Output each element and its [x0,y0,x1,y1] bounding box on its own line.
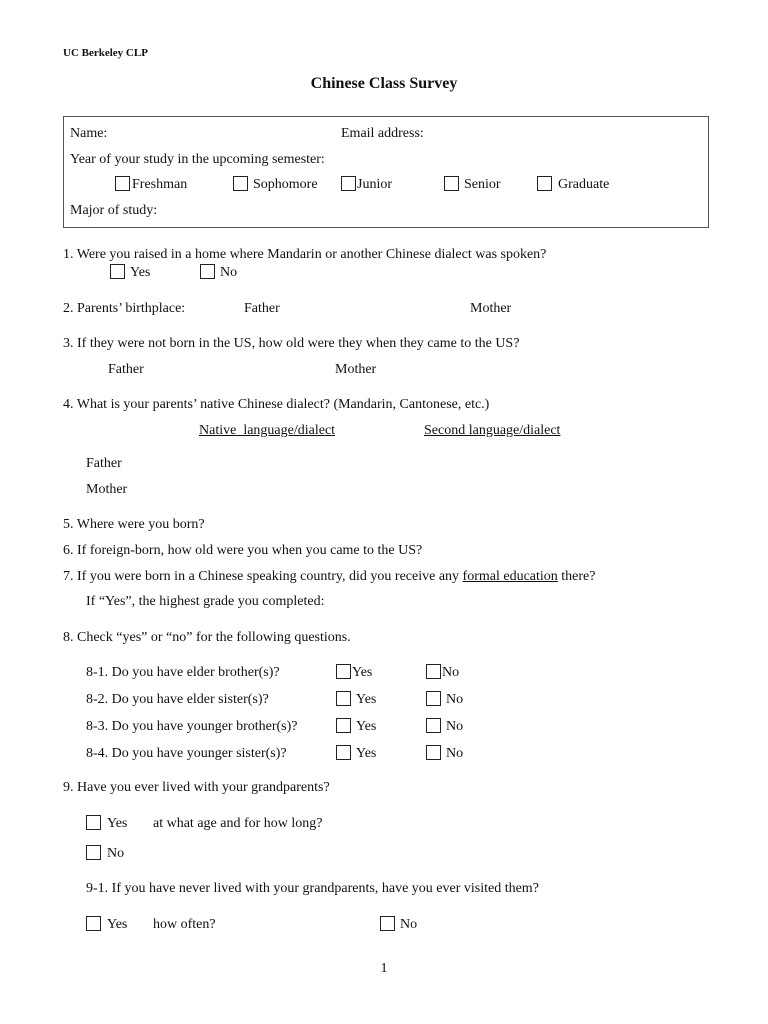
q4-father-label: Father [86,456,122,471]
q8-4-label: 8-4. Do you have younger sister(s)? [86,746,287,761]
q9-1-yes-checkbox[interactable] [86,916,101,931]
q8-1-no-label: No [442,665,460,680]
q1-yes-label: Yes [130,265,151,280]
q6-text: 6. If foreign-born, how old were you when you came to the US? [63,543,423,558]
q4-text: 4. What is your parents’ native Chinese dialect? (Mandarin, Cantonese, etc.) [63,397,490,412]
freshman-checkbox[interactable] [115,176,130,191]
q1-no-label: No [220,265,238,280]
q9-yes-followup: at what age and for how long? [153,816,323,831]
senior-checkbox[interactable] [444,176,459,191]
q8-1-yes-label: Yes [352,665,373,680]
q5-text: 5. Where were you born? [63,517,205,532]
q9-text: 9. Have you ever lived with your grandparents? [63,780,330,795]
q3-mother-label: Mother [335,362,377,377]
org-header: UC Berkeley CLP [63,47,148,59]
q8-4-yes-checkbox[interactable] [336,745,351,760]
q8-1-label: 8-1. Do you have elder brother(s)? [86,665,280,680]
q3-text: 3. If they were not born in the US, how old were they when they came to the US? [63,336,520,351]
sophomore-checkbox[interactable] [233,176,248,191]
senior-label: Senior [464,177,501,192]
q4-native-column-heading: Native language/dialect [199,423,336,438]
q9-yes-label: Yes [107,816,128,831]
q9-1-no-label: No [400,917,418,932]
graduate-label: Graduate [558,177,610,192]
q8-3-no-label: No [446,719,464,734]
sophomore-label: Sophomore [253,177,318,192]
q1-text: 1. Were you raised in a home where Mandarin or another Chinese dialect was spoken? [63,247,547,262]
q9-yes-checkbox[interactable] [86,815,101,830]
q8-3-label: 8-3. Do you have younger brother(s)? [86,719,298,734]
junior-label: Junior [357,177,392,192]
q2-text: 2. Parents’ birthplace: [63,301,186,316]
q3-father-label: Father [108,362,144,377]
q8-4-no-label: No [446,746,464,761]
q7-formal-education: formal education [462,569,558,584]
q8-3-yes-checkbox[interactable] [336,718,351,733]
q8-1-yes-checkbox[interactable] [336,664,351,679]
q7-text-after: there? [557,569,596,584]
q8-2-yes-checkbox[interactable] [336,691,351,706]
q8-2-no-label: No [446,692,464,707]
q8-2-label: 8-2. Do you have elder sister(s)? [86,692,269,707]
q9-no-label: No [107,846,125,861]
q8-3-no-checkbox[interactable] [426,718,441,733]
q7-sub-text: If “Yes”, the highest grade you completed: [86,594,325,609]
q2-mother-label: Mother [470,301,512,316]
year-label: Year of your study in the upcoming semester: [70,152,325,167]
q9-no-checkbox[interactable] [86,845,101,860]
major-label: Major of study: [70,203,158,218]
q1-no-checkbox[interactable] [200,264,215,279]
q8-text: 8. Check “yes” or “no” for the following questions. [63,630,351,645]
q8-2-no-checkbox[interactable] [426,691,441,706]
page-title: Chinese Class Survey [310,75,458,92]
q8-4-no-checkbox[interactable] [426,745,441,760]
junior-checkbox[interactable] [341,176,356,191]
q9-1-yes-followup: how often? [153,917,216,932]
email-label: Email address: [341,126,424,141]
q8-2-yes-label: Yes [356,692,377,707]
q2-father-label: Father [244,301,280,316]
q8-1-no-checkbox[interactable] [426,664,441,679]
q7-text-before: 7. If you were born in a Chinese speaking country, did you receive any [63,569,463,584]
name-label: Name: [70,126,108,141]
q7-text [63,569,595,585]
q8-3-yes-label: Yes [356,719,377,734]
page-number: 1 [380,961,388,976]
q9-1-text: 9-1. If you have never lived with your grandparents, have you ever visited them? [86,881,539,896]
q4-second-column-heading: Second language/dialect [424,423,561,438]
q4-mother-label: Mother [86,482,128,497]
q9-1-no-checkbox[interactable] [380,916,395,931]
q8-4-yes-label: Yes [356,746,377,761]
q1-yes-checkbox[interactable] [110,264,125,279]
q9-1-yes-label: Yes [107,917,128,932]
graduate-checkbox[interactable] [537,176,552,191]
freshman-label: Freshman [132,177,188,192]
